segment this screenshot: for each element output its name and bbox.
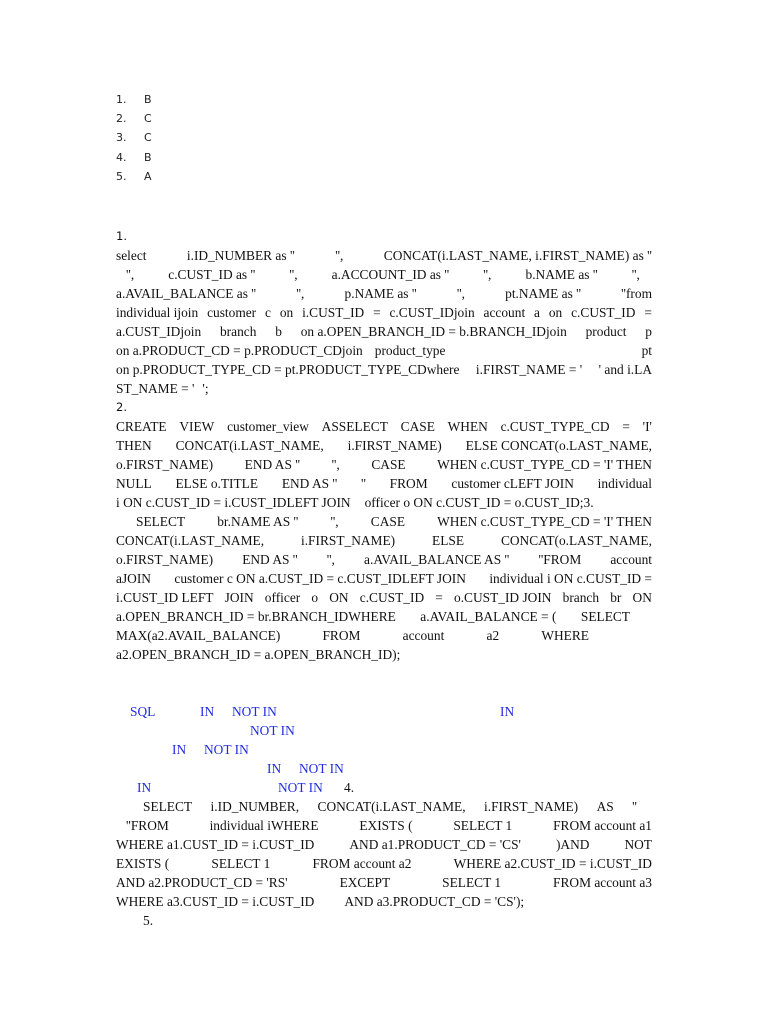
sql-token: SELECT xyxy=(580,609,630,624)
note-in: IN xyxy=(200,704,215,719)
sql-token: i.FIRST_NAME = ' xyxy=(475,362,583,377)
sql-token: individual xyxy=(597,476,652,491)
sql-token: on xyxy=(548,305,563,320)
sql-token: br xyxy=(610,590,622,605)
sql-token: on a.PRODUCT_CD = p.PRODUCT_CDjoin xyxy=(116,343,363,358)
sql-token: account xyxy=(610,552,652,567)
sql-token: SELECT xyxy=(136,514,186,529)
sql-token: EXCEPT xyxy=(339,875,391,890)
sql-token: ON xyxy=(329,590,349,605)
sql-line xyxy=(116,892,652,911)
sql-token: c.CUST_ID xyxy=(359,590,425,605)
sql-token: '', xyxy=(331,457,340,472)
sql-line xyxy=(116,588,652,607)
sql-token: AS xyxy=(596,799,614,814)
sql-token: END AS '' xyxy=(281,476,338,491)
sql-token: FROM xyxy=(389,476,428,491)
sql-token: ELSE o.TITLE xyxy=(175,476,259,491)
sql-line xyxy=(116,493,652,512)
sql-token: EXISTS ( xyxy=(359,818,413,833)
sql-token: select xyxy=(116,248,147,263)
sql-token: END AS '' xyxy=(244,457,301,472)
sql-token: '', xyxy=(456,286,465,301)
sql-token: c.CUST_ID xyxy=(571,305,636,320)
sql-token: i.CUST_ID xyxy=(302,305,365,320)
sql-token: WHEN c.CUST_TYPE_CD = 'I' THEN xyxy=(437,457,652,472)
question-2-heading: 2. xyxy=(116,400,127,414)
sql-token: i.FIRST_NAME) xyxy=(347,438,442,453)
note-not-in: NOT IN xyxy=(299,761,344,776)
sql-token: br.NAME AS '' xyxy=(217,514,299,529)
sql-token: o.FIRST_NAME) xyxy=(116,457,214,472)
answer-letter: B xyxy=(144,93,152,106)
sql-line xyxy=(116,360,652,379)
sql-token: SELECT 1 xyxy=(442,875,502,890)
sql-token: WHEN xyxy=(447,419,488,434)
sql-line xyxy=(136,512,652,531)
answer-item xyxy=(116,112,152,131)
sql-token: WHEN c.CUST_TYPE_CD = 'I' THEN xyxy=(437,514,652,529)
note-in: IN xyxy=(267,761,282,776)
sql-token: account xyxy=(483,305,526,320)
sql-token: '', xyxy=(326,552,335,567)
sql-token: p xyxy=(645,324,652,339)
sql-token: = xyxy=(644,305,652,320)
note-sql: SQL xyxy=(130,704,156,719)
sql-token: ''from xyxy=(621,286,652,301)
answer-letter: C xyxy=(144,131,152,145)
sql-line xyxy=(116,569,652,588)
sql-token: THEN xyxy=(116,438,152,453)
sql-token: CONCAT(i.LAST_NAME, i.FIRST_NAME) as '' xyxy=(383,248,652,263)
sql-token: 'I' xyxy=(642,419,652,434)
sql-line xyxy=(116,455,652,474)
sql-line xyxy=(116,873,652,892)
sql-token: SELECT 1 xyxy=(453,818,513,833)
sql-token: )AND xyxy=(555,837,590,852)
sql-line xyxy=(116,436,652,455)
sql-token: '', xyxy=(126,267,135,282)
answer-item xyxy=(116,131,152,150)
sql-token: '', xyxy=(335,248,344,263)
sql-token: p.NAME as '' xyxy=(344,286,417,301)
sql-token: pt.NAME as '' xyxy=(505,286,581,301)
sql-token: '' xyxy=(632,799,637,814)
sql-token: a.ACCOUNT_ID as '' xyxy=(331,267,450,282)
sql-token: WHERE a1.CUST_ID = i.CUST_ID xyxy=(116,837,315,852)
sql-token: branch xyxy=(219,324,257,339)
sql-line: a2.OPEN_BRANCH_ID = a.OPEN_BRANCH_ID); xyxy=(116,647,401,662)
sql-token: FROM xyxy=(322,628,361,643)
note-in: IN xyxy=(137,780,152,795)
sql-token: EXISTS ( xyxy=(116,856,170,871)
sql-token: aJOIN xyxy=(116,571,151,586)
sql-line xyxy=(143,797,637,816)
sql-token: a.CUST_IDjoin xyxy=(116,324,202,339)
sql-line xyxy=(126,265,640,284)
sql-token: account xyxy=(402,628,445,643)
question-5-heading: 5. xyxy=(143,913,154,928)
sql-token: b.NAME as '' xyxy=(525,267,598,282)
sql-token: a2 xyxy=(486,628,500,643)
sql-token: CASE xyxy=(370,514,405,529)
sql-token: CONCAT(i.LAST_NAME, xyxy=(175,438,324,453)
sql-token: = xyxy=(435,590,443,605)
sql-token: WHERE a3.CUST_ID = i.CUST_ID xyxy=(116,894,315,909)
sql-token: CREATE xyxy=(116,419,167,434)
answer-number: 1. xyxy=(116,93,127,106)
note-not-in: NOT IN xyxy=(232,704,277,719)
sql-token: MAX(a2.AVAIL_BALANCE) xyxy=(116,628,281,643)
note-not-in: NOT IN xyxy=(204,742,249,757)
sql-token: individual iWHERE xyxy=(209,818,319,833)
sql-line xyxy=(116,246,652,265)
sql-token: ST_NAME = ' xyxy=(116,381,195,396)
note-not-in: NOT IN xyxy=(278,780,323,795)
sql-line xyxy=(116,417,652,436)
sql-token: c xyxy=(265,305,271,320)
sql-line xyxy=(116,303,652,322)
sql-token: individual i ON c.CUST_ID = xyxy=(489,571,652,586)
sql-token: ''FROM xyxy=(538,552,582,567)
sql-token: VIEW xyxy=(179,419,215,434)
sql-token: customer xyxy=(207,305,257,320)
sql-token: officer o ON c.CUST_ID = o.CUST_ID;3. xyxy=(364,495,594,510)
sql-token: ''FROM xyxy=(126,818,169,833)
sql-token: = xyxy=(622,419,630,434)
sql-token: product_type xyxy=(374,343,446,358)
sql-token: AND a1.PRODUCT_CD = 'CS' xyxy=(349,837,521,852)
sql-line xyxy=(116,626,589,645)
sql-line xyxy=(116,379,652,398)
sql-token: i.ID_NUMBER, xyxy=(210,799,300,814)
sql-token: on xyxy=(279,305,294,320)
answer-number: 4. xyxy=(116,150,127,164)
sql-token: '', xyxy=(330,514,339,529)
sql-token: i ON c.CUST_ID = i.CUST_IDLEFT JOIN xyxy=(116,495,351,510)
sql-token: '' xyxy=(361,476,366,491)
answer-number: 3. xyxy=(116,131,127,145)
sql-token: b xyxy=(275,324,282,339)
sql-token: a xyxy=(534,305,540,320)
sql-token: FROM account a2 xyxy=(312,856,412,871)
answer-letter: B xyxy=(144,150,152,164)
sql-token: pt xyxy=(641,343,652,358)
sql-token: i.CUST_ID LEFT xyxy=(116,590,214,605)
sql-token: on a.OPEN_BRANCH_ID = b.BRANCH_IDjoin xyxy=(300,324,567,339)
answer-item xyxy=(116,170,152,189)
sql-token: '', xyxy=(296,286,305,301)
sql-token: NULL xyxy=(116,476,152,491)
sql-token: ELSE CONCAT(o.LAST_NAME, xyxy=(465,438,652,453)
sql-token: WHERE xyxy=(541,628,589,643)
sql-line xyxy=(116,474,652,493)
sql-token: a.AVAIL_BALANCE = ( xyxy=(420,609,557,624)
sql-token: i.ID_NUMBER as '' xyxy=(186,248,295,263)
sql-token: i.FIRST_NAME) xyxy=(300,533,396,548)
sql-token: '', xyxy=(483,267,492,282)
sql-token: JOIN xyxy=(224,590,254,605)
sql-token: ASSELECT xyxy=(321,419,388,434)
note-not-in: NOT IN xyxy=(250,723,295,738)
sql-token: product xyxy=(585,324,627,339)
sql-token: individual ijoin xyxy=(116,305,199,320)
note-in: IN xyxy=(500,704,515,719)
sql-token: FROM account a3 xyxy=(553,875,652,890)
sql-token: o xyxy=(311,590,319,605)
sql-token: AND a3.PRODUCT_CD = 'CS'); xyxy=(344,894,525,909)
sql-line xyxy=(116,854,652,873)
answer-number: 5. xyxy=(116,169,127,183)
question-1-heading: 1. xyxy=(116,229,127,243)
sql-token: ' and i.LA xyxy=(598,362,652,377)
answer-letter: A xyxy=(144,169,152,183)
answer-number: 2. xyxy=(116,112,127,126)
sql-token: CONCAT(o.LAST_NAME, xyxy=(500,533,652,548)
sql-line xyxy=(116,607,630,626)
sql-token: '', xyxy=(289,267,298,282)
sql-token: on p.PRODUCT_TYPE_CD = pt.PRODUCT_TYPE_CDwhere xyxy=(116,362,460,377)
sql-line xyxy=(116,550,652,569)
sql-line xyxy=(116,284,652,303)
sql-token: o.CUST_ID JOIN xyxy=(454,590,552,605)
sql-token: i.FIRST_NAME) xyxy=(484,799,579,814)
answer-item xyxy=(116,93,152,112)
note-in: IN xyxy=(172,742,187,757)
sql-token: = xyxy=(373,305,381,320)
sql-token: '; xyxy=(202,381,209,396)
sql-token: ELSE xyxy=(432,533,465,548)
answer-list xyxy=(116,93,152,189)
sql-token: c.CUST_IDjoin xyxy=(389,305,475,320)
sql-token: c.CUST_ID as '' xyxy=(168,267,256,282)
sql-token: SELECT xyxy=(143,799,193,814)
answer-letter: C xyxy=(144,112,152,126)
sql-token: END AS '' xyxy=(242,552,298,567)
answer-item xyxy=(116,151,152,170)
sql-token: CASE xyxy=(400,419,435,434)
sql-token: NOT xyxy=(624,837,652,852)
sql-token: ON xyxy=(632,590,652,605)
sql-token: WHERE a2.CUST_ID = i.CUST_ID xyxy=(453,856,652,871)
sql-line xyxy=(116,341,652,360)
sql-token: customer c ON a.CUST_ID = c.CUST_IDLEFT JOIN xyxy=(174,571,466,586)
sql-token: CONCAT(i.LAST_NAME, xyxy=(116,533,265,548)
sql-token: a.AVAIL_BALANCE AS '' xyxy=(364,552,510,567)
sql-token: a.OPEN_BRANCH_ID = br.BRANCH_IDWHERE xyxy=(116,609,396,624)
sql-token: '', xyxy=(631,267,640,282)
sql-token: officer xyxy=(264,590,301,605)
sql-token: SELECT 1 xyxy=(211,856,271,871)
sql-line xyxy=(116,531,652,550)
question-4-heading: 4. xyxy=(344,780,355,795)
sql-token: o.FIRST_NAME) xyxy=(116,552,214,567)
sql-line xyxy=(116,322,652,341)
sql-line xyxy=(116,835,652,854)
sql-line xyxy=(126,816,652,835)
sql-token: CONCAT(i.LAST_NAME, xyxy=(317,799,466,814)
sql-token: CASE xyxy=(371,457,406,472)
sql-token: FROM account a1 xyxy=(553,818,652,833)
sql-token: customer cLEFT JOIN xyxy=(451,476,574,491)
sql-token: branch xyxy=(562,590,600,605)
sql-token: customer_view xyxy=(227,419,309,434)
sql-token: c.CUST_TYPE_CD xyxy=(500,419,610,434)
sql-token: AND a2.PRODUCT_CD = 'RS' xyxy=(116,875,288,890)
sql-token: a.AVAIL_BALANCE as '' xyxy=(116,286,257,301)
